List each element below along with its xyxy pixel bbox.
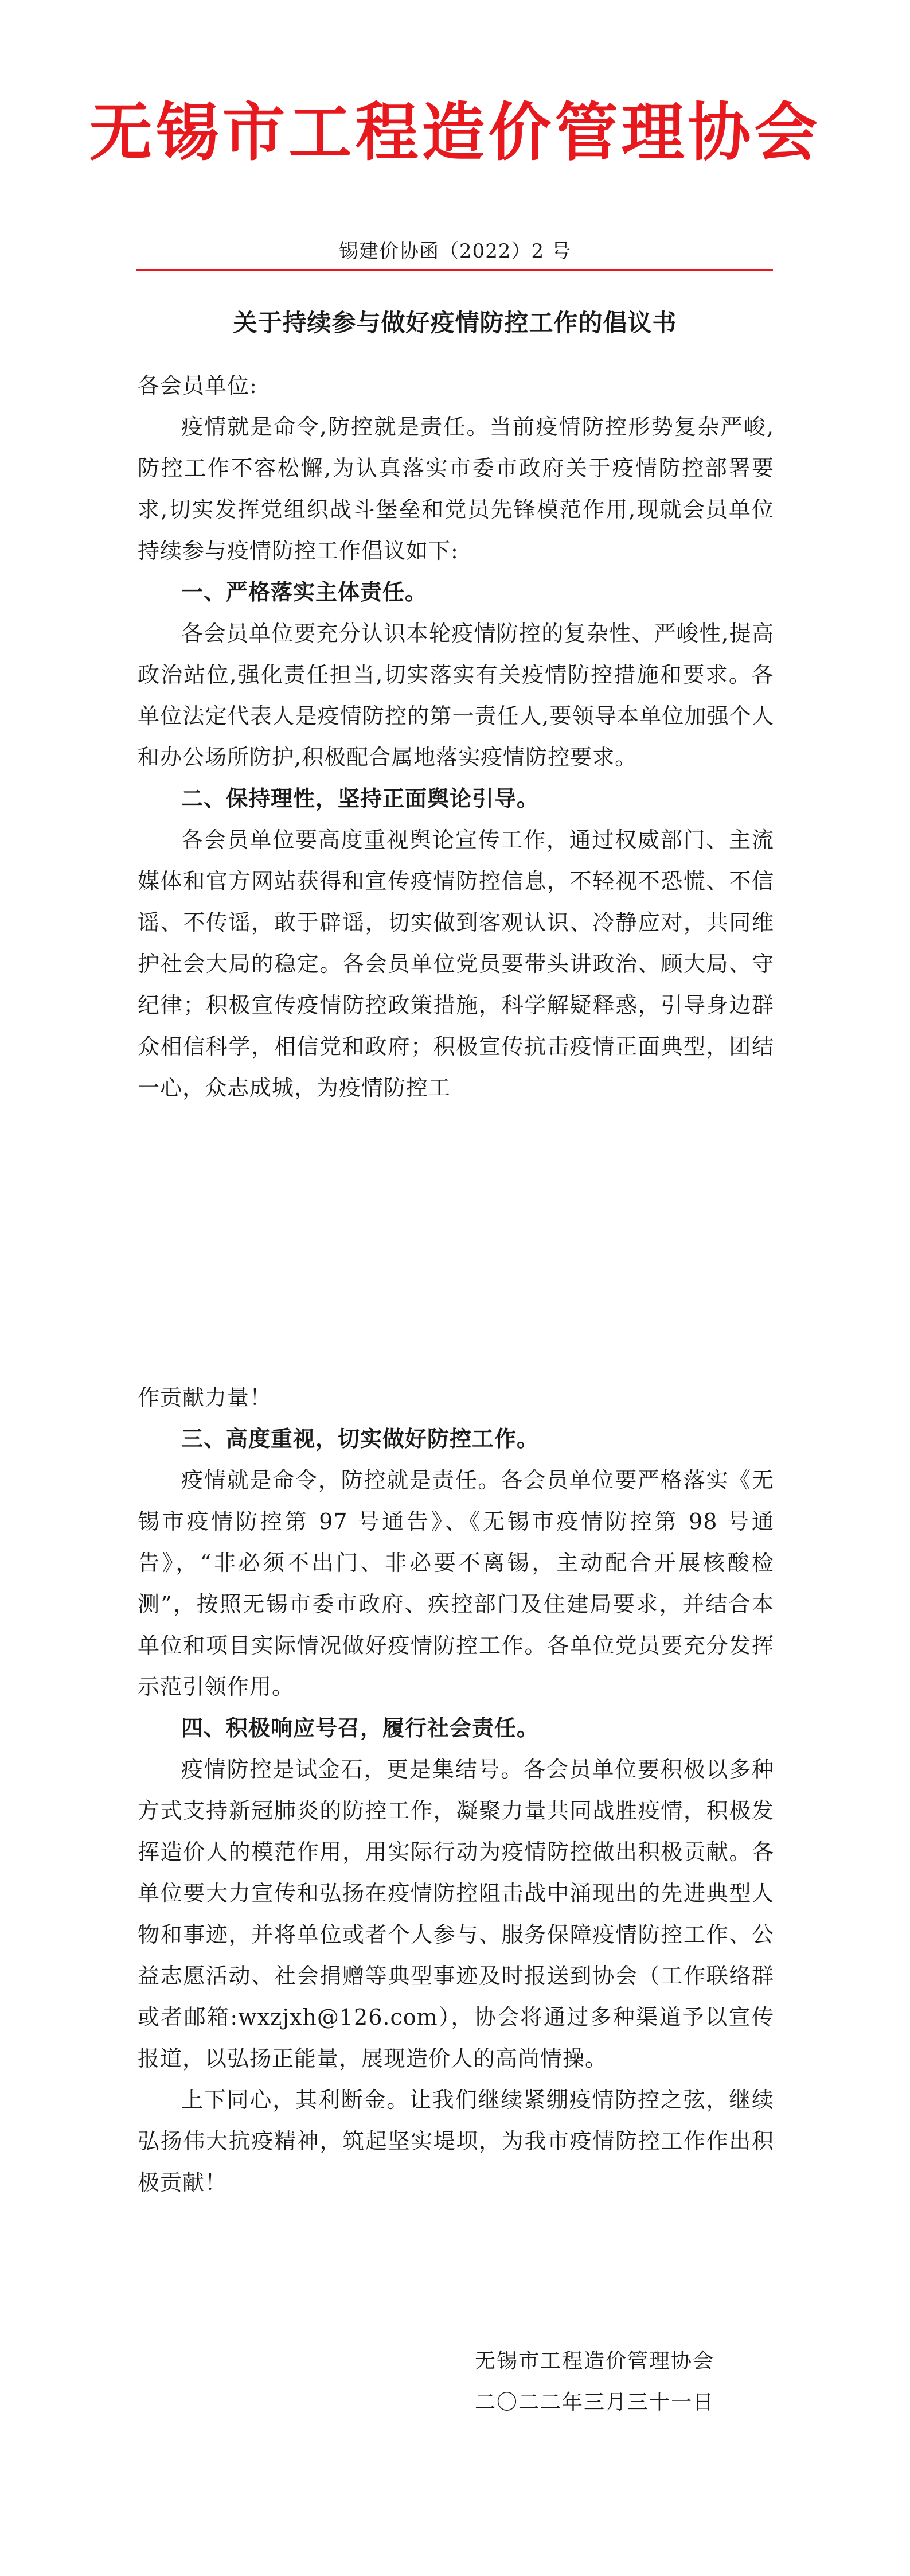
signature-organization: 无锡市工程造价管理协会 [475, 2349, 715, 2373]
body-part-2 [138, 1377, 774, 2203]
intro-paragraph: 疫情就是命令,防控就是责任。当前疫情防控形势复杂严峻,防控工作不容松懈,为认真落实市委市政府关于疫情防控部署要求,切实发挥党组织战斗堡垒和党员先锋模范作用,现就会员单位持续参与疫情防控工作倡议如下: [138, 414, 774, 563]
section-4-paragraph: 疫情防控是试金石，更是集结号。各会员单位要积极以多种方式支持新冠肺炎的防控工作，凝聚力量共同战胜疫情，积极发挥造价人的模范作用，用实际行动为疫情防控做出积极贡献。各单位要大力宣传和弘扬在疫情防控阻击战中涌现出的先进典型人物和事迹，并将单位或者个人参与、服务保障疫情防控工作、公益志愿活动、社会捐赠等典型事迹及时报送到协会（工作联络群或者邮箱:wxzjxh@126.com），协会将通过多种渠道予以宣传报道，以弘扬正能量，展现造价人的高尚情操。 [138, 1757, 774, 2071]
section-1-paragraph: 各会员单位要充分认识本轮疫情防控的复杂性、严峻性,提高政治站位,强化责任担当,切实落实有关疫情防控措施和要求。各单位法定代表人是疫情防控的第一责任人,要领导本单位加强个人和办公场所防护,积极配合属地落实疫情防控要求。 [138, 621, 774, 770]
document-number: 锡建价协函（2022）2 号 [339, 240, 571, 263]
signature-block [475, 2341, 773, 2423]
closing-paragraph: 上下同心，其利断金。让我们继续紧绷疫情防控之弦，继续弘扬伟大抗疫精神，筑起坚实堤坝，为我市疫情防控工作作出积极贡献！ [138, 2087, 774, 2195]
red-divider-line [136, 269, 773, 271]
salutation: 各会员单位: [138, 373, 257, 398]
body-part-1 [138, 365, 774, 1108]
section-4-heading: 四、积极响应号召，履行社会责任。 [181, 1715, 540, 1741]
section-2-paragraph: 各会员单位要高度重视舆论宣传工作，通过权威部门、主流媒体和官方网站获得和宣传疫情防控信息，不轻视不恐慌、不信谣、不传谣，敢于辟谣，切实做到客观认识、冷静应对，共同维护社会大局的稳定。各会员单位党员要带头讲政治、顾大局、守纪律；积极宣传疫情防控政策措施，科学解疑释惑，引导身边群众相信科学，相信党和政府；积极宣传抗击疫情正面典型，团结一心，众志成城，为疫情防控工 [138, 827, 774, 1100]
section-2-continued: 作贡献力量！ [138, 1385, 272, 1410]
section-1-heading: 一、严格落实主体责任。 [181, 579, 428, 605]
section-2-heading: 二、保持理性，坚持正面舆论引导。 [181, 785, 540, 811]
document-title: 关于持续参与做好疫情防控工作的倡议书 [233, 309, 677, 337]
section-3-paragraph: 疫情就是命令，防控就是责任。各会员单位要严格落实《无锡市疫情防控第 97 号通告》、《无锡市疫情防控第 98 号通告》，“非必须不出门、非必要不离锡，主动配合开展核酸检测”，按照无锡市委市政府、疾控部门及住建局要求，并结合本单位和项目实际情况做好疫情防控工作。各单位党员要充分发挥示范引领作用。 [138, 1468, 774, 1699]
section-3-heading: 三、高度重视，切实做好防控工作。 [181, 1426, 540, 1452]
signature-date: 二〇二二年三月三十一日 [475, 2391, 715, 2414]
organization-title: 无锡市工程造价管理协会 [89, 95, 821, 169]
